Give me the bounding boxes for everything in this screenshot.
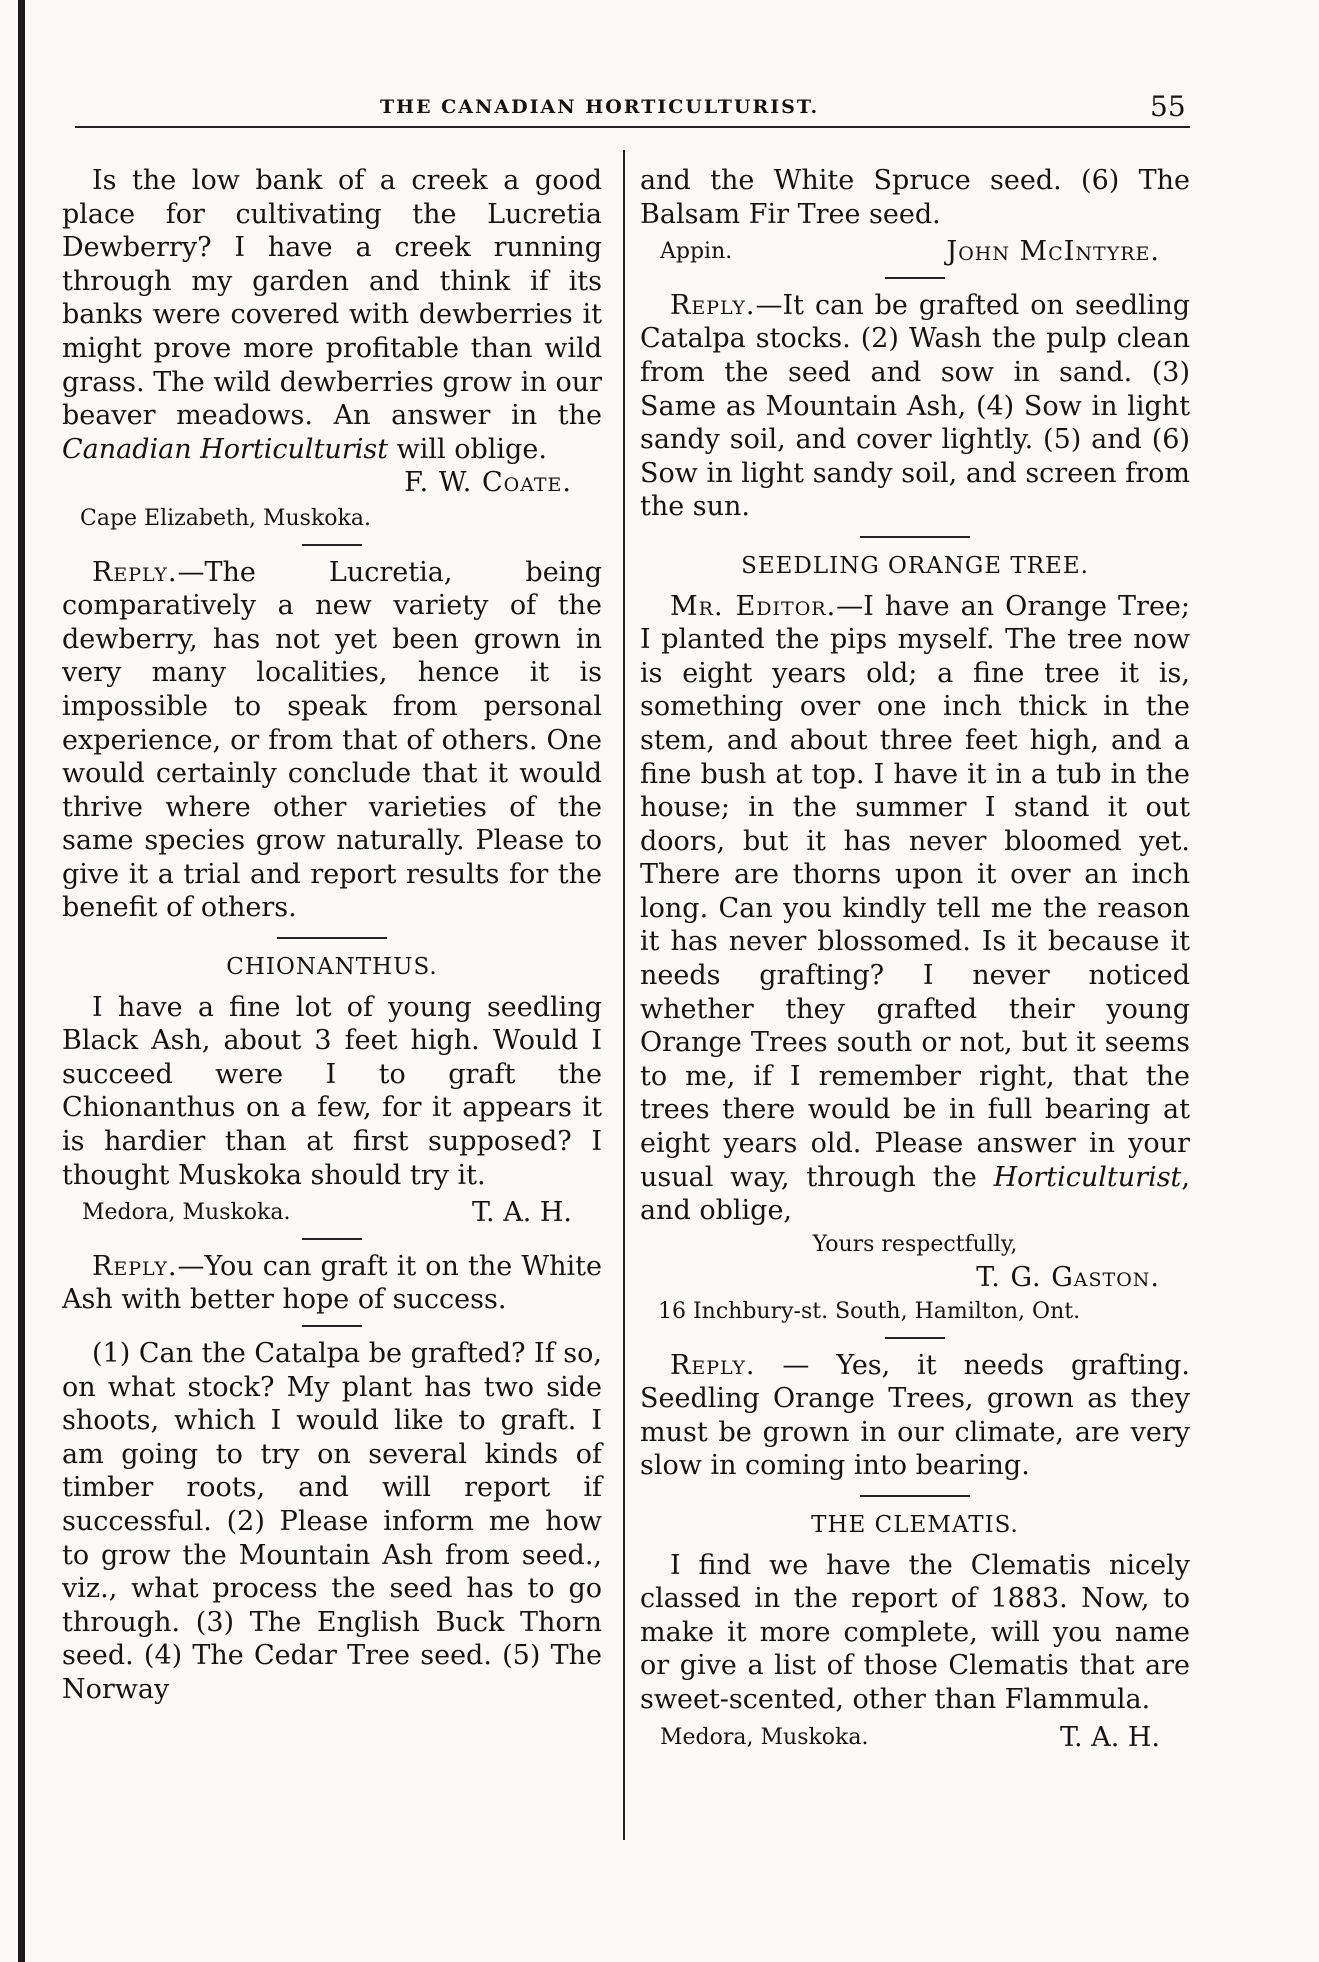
catalpa-signoff — [640, 235, 1190, 269]
reply-text: —You can graft it on the White Ash with better hope of success. — [62, 1250, 602, 1316]
separator-rule — [885, 1337, 945, 1339]
reply-text: —The Lucretia, being comparatively a new variety of the dewberry, has not yet been grown in very many localities, hence it is impossible to speak from personal experience, or from that of others. One would certainly conclude that it would thrive where other varieties of the same species grow naturally. Please to give it a trial and report results for the benefit of others. — [62, 556, 602, 924]
left-column — [62, 164, 602, 1707]
binding-edge — [18, 0, 25, 1962]
reply-text: — Yes, it needs grafting. Seedling Orange Trees, grown as they must be grown in our climate, are very slow in coming into bearing. — [640, 1349, 1190, 1482]
header-rule — [75, 126, 1190, 128]
catalpa-letter: (1) Can the Catalpa be grafted? If so, on what stock? My plant has two side shoots, which I would like to graft. I am going to try on several kinds of timber roots, and will report if successful. (2) Please inform me how to grow the Mountain Ash from seed., viz., what process the seed has to go through. (3) The English Buck Thorn seed. (4) The Cedar Tree seed. (5) The Norway — [62, 1338, 602, 1705]
dewberry-letter-text: Is the low bank of a creek a good place for cultivating the Lucretia Dewberry? I have a creek running through my garden and think if its banks were covered with dewberries it might prove more profitable than wild grass. The wild dewberries grow in our beaver meadows. An answer in the — [62, 165, 602, 432]
chionanthus-signature: T. A. H. — [472, 1197, 572, 1229]
dewberry-letter-italic: Canadian Horticulturist — [62, 433, 389, 465]
reply-label: Reply. — [670, 1349, 756, 1381]
column-divider — [623, 150, 625, 1840]
salutation: Mr. Editor. — [670, 590, 837, 622]
orange-letter-text: —I have an Orange Tree; I planted the pips myself. The tree now is eight years old; a fine tree it is, something over one inch thick in the stem, and about three feet high, and a fine bush at top. I have it in a tub in the house; in the summer I stand it out doors, but it has never bloomed yet. There are thorns upon it over an inch long. Can you kindly tell me the reason it has never blossomed. Is it because it needs grafting? I never noticed whether they grafted their young Orange Trees south or not, but it seems to me, if I remember right, that the trees there would be in full bearing at eight years old. Please answer in your usual way, through the — [640, 590, 1190, 1193]
chionanthus-place: Medora, Muskoka. — [82, 1200, 291, 1226]
separator-rule — [885, 277, 945, 279]
orange-signature: T. G. Gaston. — [976, 1262, 1160, 1294]
section-rule — [277, 937, 387, 939]
section-heading-chionanthus: CHIONANTHUS. — [226, 954, 438, 981]
reply-label: Reply. — [92, 1250, 178, 1282]
catalpa-letter-continued: and the White Spruce seed. (6) The Balsam Fir Tree seed. — [640, 165, 1190, 230]
separator-rule — [302, 544, 362, 546]
catalpa-place: Appin. — [660, 239, 733, 265]
section-rule — [860, 536, 970, 538]
dewberry-letter-end: will oblige. — [388, 433, 547, 465]
right-column — [640, 164, 1190, 1754]
orange-letter-italic: Horticulturist — [993, 1161, 1182, 1193]
running-head: THE CANADIAN HORTICULTURIST. — [380, 96, 820, 118]
dewberry-letter — [62, 164, 602, 466]
separator-rule — [302, 1325, 362, 1327]
chionanthus-signoff — [62, 1196, 602, 1230]
dewberry-place: Cape Elizabeth, Muskoka. — [80, 505, 371, 531]
orange-address: 16 Inchbury-st. South, Hamilton, Ont. — [658, 1299, 1081, 1324]
section-heading-clematis: THE CLEMATIS. — [811, 1511, 1019, 1538]
reply-text: —It can be grafted on seedling Catalpa stocks. (2) Wash the pulp clean from the seed and sow in sand. (3) Same as Mountain Ash, (4) Sow in light sandy soil, and cover lightly. (5) and (6) Sow in light sandy soil, and screen from the sun. — [640, 289, 1190, 523]
chionanthus-reply — [62, 1250, 602, 1317]
clematis-signature: T. A. H. — [1060, 1721, 1160, 1753]
clematis-letter: I find we have the Clematis nicely classed in the report of 1883. Now, to make it more complete, will you name or give a list of those Clematis that are sweet-scented, other than Flammula. — [640, 1549, 1190, 1715]
dewberry-signature: F. W. Coate. — [404, 467, 572, 499]
section-rule — [860, 1495, 970, 1497]
section-heading-orange-tree: SEEDLING ORANGE TREE. — [741, 552, 1089, 579]
separator-rule — [302, 1238, 362, 1240]
reply-label: Reply. — [92, 556, 178, 588]
orange-reply — [640, 1349, 1190, 1483]
orange-tree-letter — [640, 590, 1190, 1228]
catalpa-reply — [640, 289, 1190, 524]
dewberry-reply — [62, 556, 602, 926]
catalpa-signature: John McIntyre. — [946, 236, 1160, 268]
orange-letter-end: , and oblige, — [640, 1161, 1190, 1227]
clematis-place: Medora, Muskoka. — [660, 1724, 869, 1750]
reply-label: Reply. — [670, 289, 756, 321]
page-number: 55 — [1150, 90, 1186, 123]
letter-closing: Yours respectfully, — [812, 1231, 1018, 1257]
clematis-signoff — [640, 1721, 1190, 1755]
chionanthus-letter: I have a fine lot of young seedling Black Ash, about 3 feet high. Would I succeed were I to graft the Chionanthus on a few, for it appears it is hardier than at first supposed? I thought Muskoka should try it. — [62, 991, 602, 1191]
